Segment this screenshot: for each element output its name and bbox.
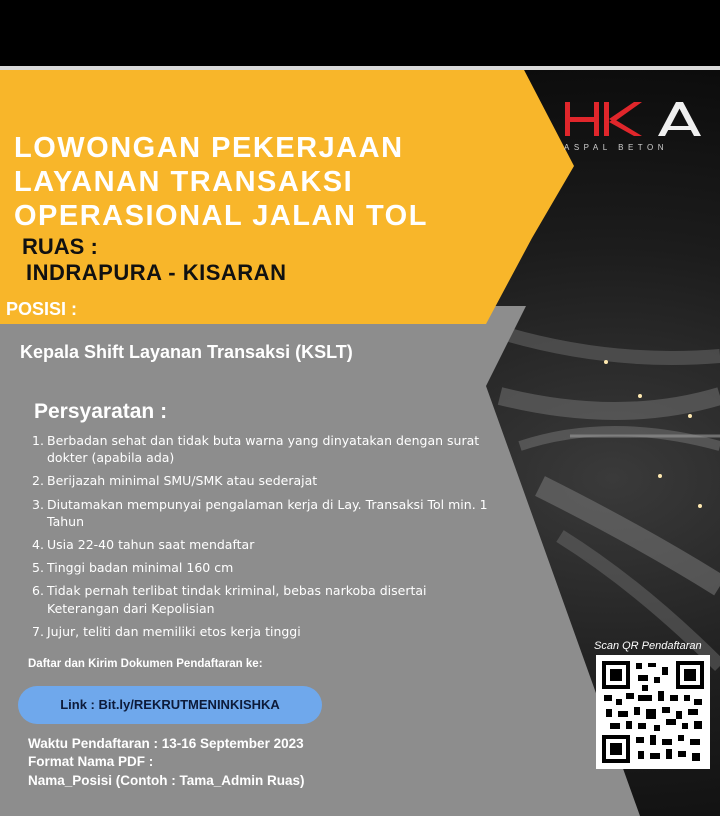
requirement-item: 5. Tinggi badan minimal 160 cm [32,560,234,576]
ruas-label: RUAS : [22,234,98,259]
pdf-format-example: Nama_Posisi (Contoh : Tama_Admin Ruas) [28,773,305,788]
requirement-item: 7. Jujur, teliti dan memiliki etos kerja tinggi [32,623,301,639]
requirement-item: 6. Tidak pernah terlibat tindak kriminal, bebas narkoba disertai Keterangan dari Kepolisian [32,583,427,616]
title-line-1: LOWONGAN PEKERJAAN [14,132,404,164]
posisi-label: POSISI : [6,299,78,319]
registration-link-text: Link : Bit.ly/REKRUTMENINKISHKA [60,697,280,712]
registration-period: Waktu Pendaftaran : 13-16 September 2023 [28,736,304,751]
qr-code[interactable] [596,655,710,769]
job-poster [0,66,720,816]
registration-instruction: Daftar dan Kirim Dokumen Pendaftaran ke: [28,658,263,670]
qr-code-pattern [602,661,704,763]
requirement-item: 2. Berijazah minimal SMU/SMK atau sederajat [32,473,318,489]
requirement-item: 4. Usia 22-40 tahun saat mendaftar [32,537,255,553]
scan-qr-label: Scan QR Pendaftaran [594,640,702,652]
position-name: Kepala Shift Layanan Transaksi (KSLT) [20,342,353,362]
pdf-format-label: Format Nama PDF : [28,754,154,769]
requirement-item: 3. Diutamakan mempunyai pengalaman kerja di Lay. Transaksi Tol min. 1 Tahun [32,496,488,529]
registration-link-button[interactable] [18,686,322,724]
title-line-2: LAYANAN TRANSAKSI [14,166,354,198]
top-border [0,66,720,70]
title-line-3: OPERASIONAL JALAN TOL [14,200,428,232]
requirement-item: 1. Berbadan sehat dan tidak buta warna yang dinyatakan dengan surat dokter (apabila ada) [32,433,480,466]
requirements-heading: Persyaratan : [34,400,168,423]
logo-subtext: ASPAL BETON [564,143,669,152]
ruas-value: INDRAPURA - KISARAN [26,260,287,285]
requirements-list [32,432,492,646]
